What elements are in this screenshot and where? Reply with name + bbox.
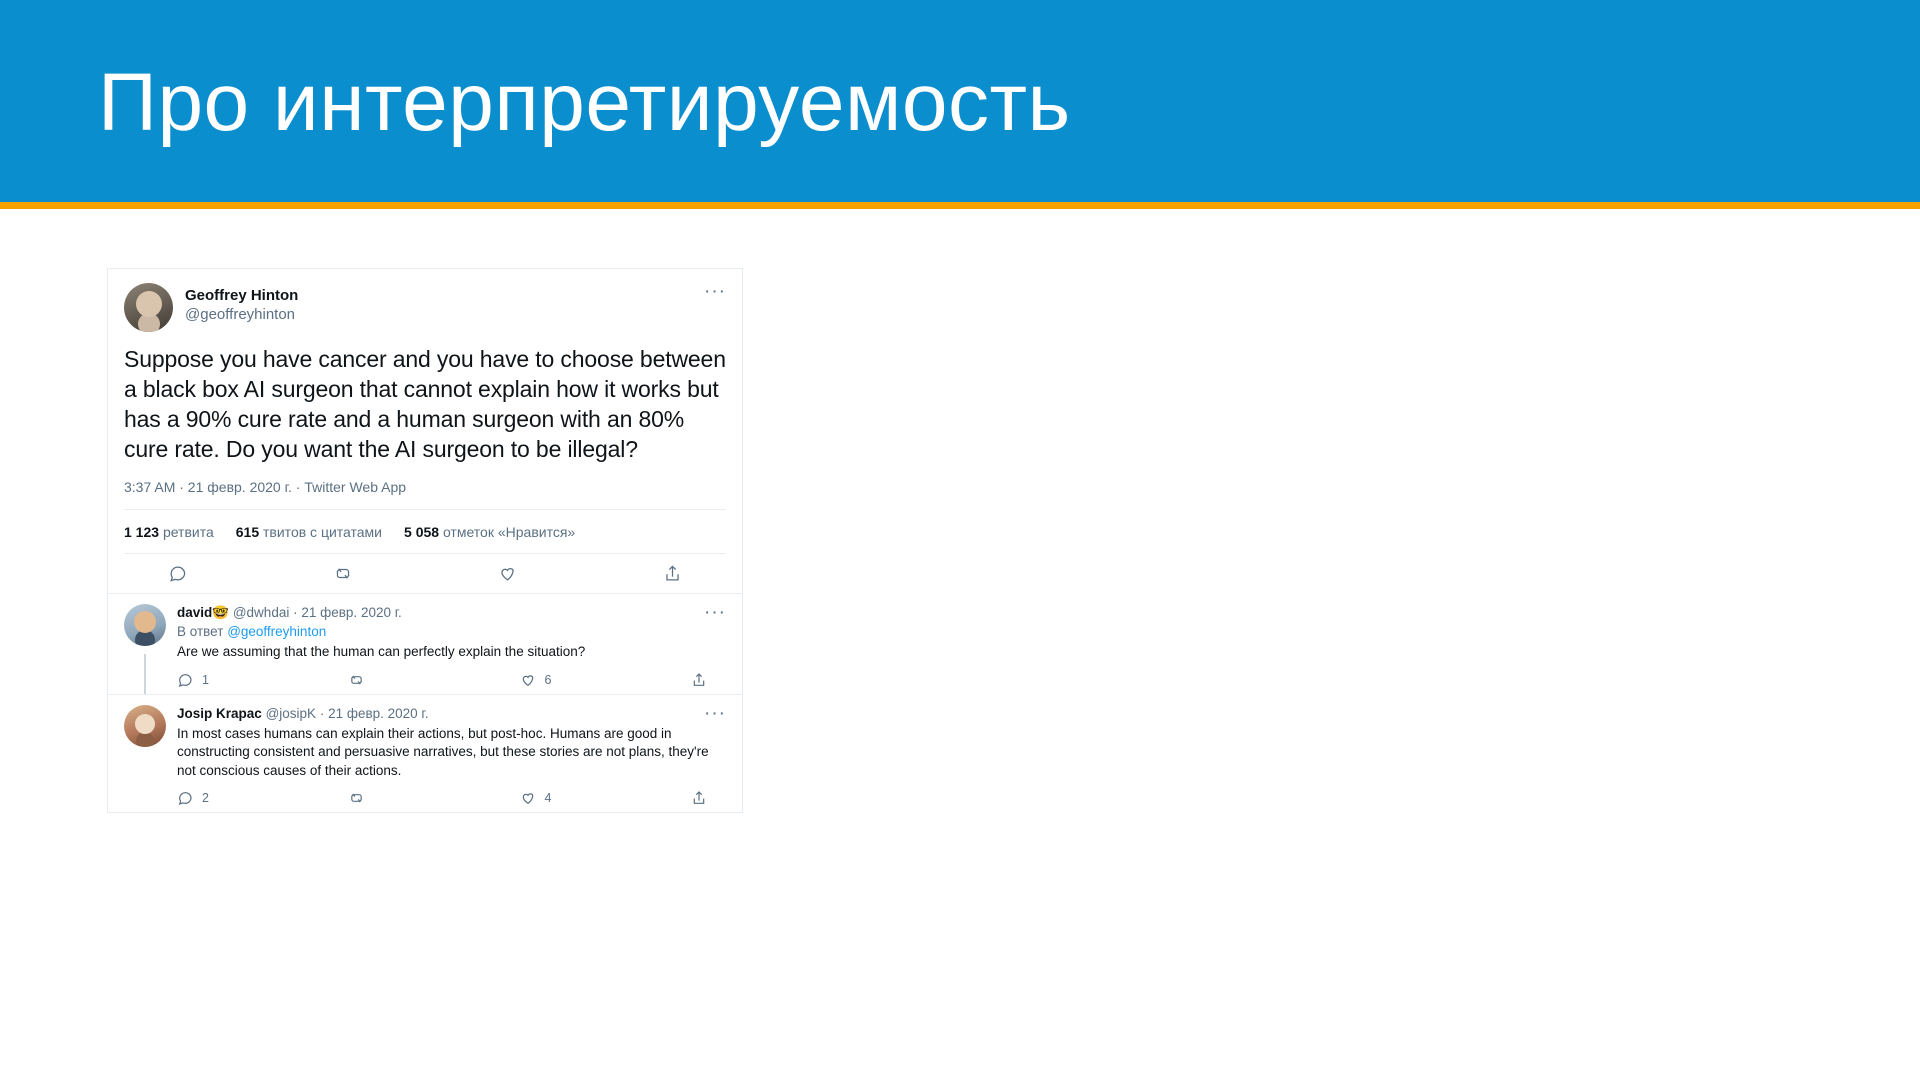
stat-quotes-label: твитов с цитатами xyxy=(263,524,383,540)
reply-text: Are we assuming that the human can perfectly explain the situation? xyxy=(177,644,586,659)
reply-separator: · xyxy=(293,605,298,620)
avatar[interactable] xyxy=(124,283,173,332)
like-button[interactable] xyxy=(498,564,517,583)
reply-icon xyxy=(168,564,187,583)
reply-handle[interactable]: @dwhdai xyxy=(232,605,290,620)
like-count: 4 xyxy=(544,791,552,805)
slide-header xyxy=(0,0,1920,209)
reply-handle[interactable]: @josipK xyxy=(265,705,317,721)
reply-icon xyxy=(177,672,193,688)
reply-count: 2 xyxy=(202,791,209,805)
like-count: 6 xyxy=(544,672,552,687)
retweet-icon xyxy=(348,672,365,688)
reply-body xyxy=(177,702,726,807)
header-accent-rule xyxy=(0,202,1920,209)
author-names xyxy=(185,283,298,324)
share-button[interactable] xyxy=(663,564,682,583)
reply-count: 1 xyxy=(202,672,209,687)
more-options-icon[interactable]: ··· xyxy=(704,281,726,302)
stat-retweets-label: ретвита xyxy=(162,524,214,540)
retweet-button[interactable] xyxy=(333,564,353,583)
share-icon xyxy=(691,672,707,688)
reply-date: 21 февр. 2020 г. xyxy=(301,605,402,620)
stat-quotes-count: 615 xyxy=(235,524,260,540)
tweet-stats xyxy=(124,509,726,554)
retweet-icon xyxy=(348,790,365,806)
reply-display-name[interactable]: david🤓 xyxy=(177,605,230,620)
reply-actions xyxy=(177,672,726,688)
main-tweet xyxy=(108,269,742,593)
tweet-text: Suppose you have cancer and you have to choose between a black box AI surgeon that cannot explain how it works but has a 90% cure rate and a human surgeon with an 80% cure rate. Do you want the AI surgeon to be illegal? xyxy=(124,346,726,462)
reply-button[interactable] xyxy=(177,790,348,806)
share-button[interactable] xyxy=(691,672,707,688)
tweet-timestamp: 3:37 AM · 21 февр. 2020 г. · Twitter Web App xyxy=(124,479,407,495)
reply-separator: · xyxy=(319,705,325,721)
reply-item[interactable] xyxy=(108,593,742,694)
stat-quotes[interactable] xyxy=(236,524,382,540)
stat-likes[interactable] xyxy=(404,524,575,540)
reply-date: 21 февр. 2020 г. xyxy=(328,705,429,721)
author-display-name[interactable]: Geoffrey Hinton xyxy=(185,287,299,304)
reply-header xyxy=(177,702,726,724)
tweet-card xyxy=(107,268,743,813)
stat-likes-count: 5 058 xyxy=(404,524,440,540)
reply-text: In most cases humans can explain their actions, but post-hoc. Humans are good in constructing consistent and persuasive narratives, but these stories are not plans, they're not conscious causes of their actions. xyxy=(177,725,709,778)
tweet-header xyxy=(124,283,726,332)
stat-likes-label: отметок «Нравится» xyxy=(442,524,576,540)
stat-retweets-count: 1 123 xyxy=(124,524,160,540)
reply-button[interactable] xyxy=(177,672,348,688)
retweet-button[interactable] xyxy=(348,672,519,688)
more-options-icon[interactable]: ··· xyxy=(704,702,726,724)
reply-to-line xyxy=(177,622,726,641)
like-icon xyxy=(520,790,536,806)
share-button[interactable] xyxy=(691,790,707,806)
share-icon xyxy=(691,790,707,806)
page-title: Про интерпретируемость xyxy=(98,57,1071,148)
like-icon xyxy=(520,672,536,688)
avatar[interactable] xyxy=(124,604,166,646)
stat-retweets[interactable] xyxy=(124,524,214,540)
reply-body xyxy=(177,604,726,688)
reply-display-name[interactable]: Josip Krapac xyxy=(177,705,262,721)
more-options-icon[interactable]: ··· xyxy=(704,602,726,623)
reply-actions xyxy=(177,790,726,806)
reply-item[interactable] xyxy=(108,694,742,813)
reply-icon xyxy=(177,790,193,806)
retweet-icon xyxy=(333,564,353,583)
reply-header xyxy=(177,604,726,622)
reply-to-prefix: В ответ xyxy=(177,624,224,639)
retweet-button[interactable] xyxy=(348,790,519,806)
like-button[interactable] xyxy=(520,672,691,688)
reply-button[interactable] xyxy=(168,564,187,583)
author-handle[interactable]: @geoffreyhinton xyxy=(185,306,296,323)
tweet-actions xyxy=(124,554,726,593)
thread-connector xyxy=(144,654,146,694)
reply-to-mention[interactable]: @geoffreyhinton xyxy=(227,624,327,639)
share-icon xyxy=(663,564,682,583)
like-button[interactable] xyxy=(520,790,691,806)
like-icon xyxy=(498,564,517,583)
avatar[interactable] xyxy=(124,705,166,747)
